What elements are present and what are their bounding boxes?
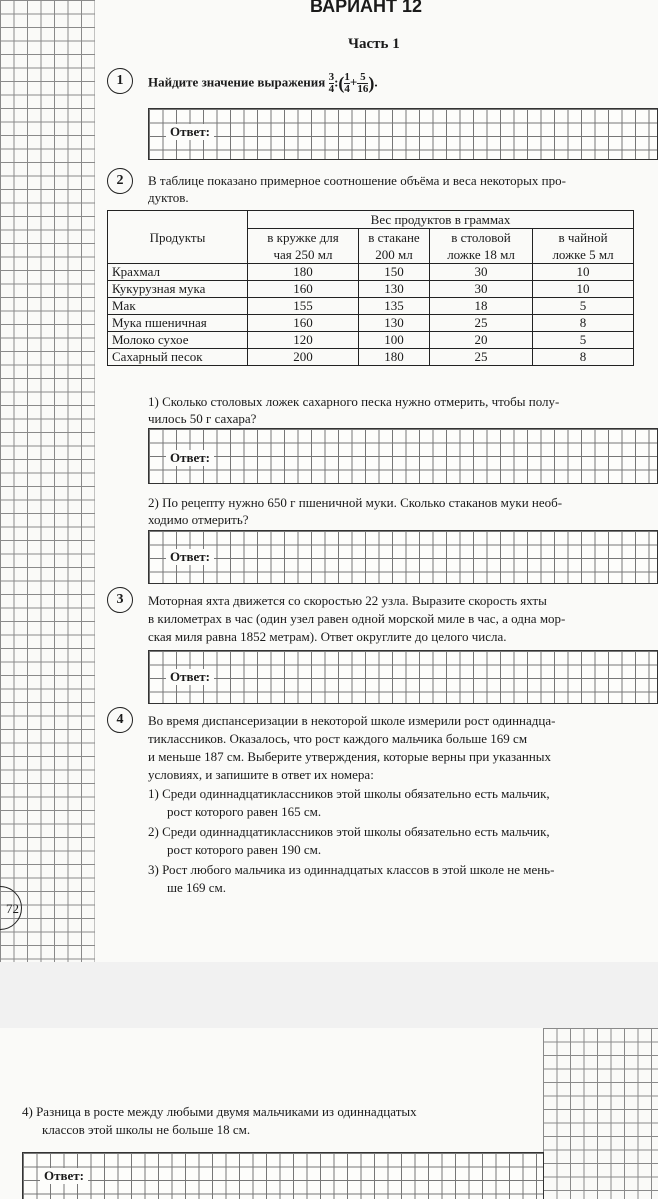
table-row: Мука пшеничная 160 130 25 8 xyxy=(108,315,634,332)
table-header-col-2: в стакане 200 мл xyxy=(359,229,430,264)
table-row: Мак 155 135 18 5 xyxy=(108,298,634,315)
q4-option-4-line-1: 4) Разница в росте между любыми двумя мальчиками из одиннадцатых xyxy=(22,1104,417,1119)
part-title: Часть 1 xyxy=(348,36,400,52)
table-row: Крахмал 180 150 30 10 xyxy=(108,264,634,281)
variant-title: ВАРИАНТ 12 xyxy=(310,0,423,16)
q3-line-2: в километрах в час (один узел равен одной морской миле в час, а одна мор- xyxy=(148,611,566,626)
q4-option-3-line-2: ше 169 см. xyxy=(167,880,227,895)
q4-answer-label: Ответ: xyxy=(40,1168,88,1184)
q2-sub1-answer-label: Ответ: xyxy=(166,450,214,466)
table-header-products: Продукты xyxy=(108,211,248,264)
q4-option-4-line-2: классов этой школы не больше 18 см. xyxy=(42,1122,251,1137)
question-number-2: 2 xyxy=(107,168,133,194)
table-row: Кукурузная мука 160 130 30 10 xyxy=(108,281,634,298)
q4-line-4: условиях, и запишите в ответ их номера: xyxy=(148,767,374,782)
q2-sub2-line-1: 2) По рецепту нужно 650 г пшеничной муки. Сколько стаканов муки необ- xyxy=(148,495,563,510)
table-header-col-3: в столовой ложке 18 мл xyxy=(430,229,533,264)
table-header-col-1: в кружке для чая 250 мл xyxy=(248,229,359,264)
q4-option-2-line-1: 2) Среди одиннадцатиклассников этой школы обязательно есть мальчик, xyxy=(148,824,550,839)
table-header-group: Вес продуктов в граммах xyxy=(248,211,634,229)
q1-answer-grid[interactable] xyxy=(148,108,658,160)
table-row: Молоко сухое 120 100 20 5 xyxy=(108,332,634,349)
table-row: Сахарный песок 200 180 25 8 xyxy=(108,349,634,366)
q1-fraction-c: $\frac{5}{16}$ xyxy=(357,71,369,95)
q4-line-3: и меньше 187 см. Выберите утверждения, которые верны при указанных xyxy=(148,749,552,764)
q2-line-2: дуктов. xyxy=(148,190,189,205)
q4-answer-grid[interactable] xyxy=(22,1152,544,1199)
q1-answer-label: Ответ: xyxy=(166,124,214,140)
question-number-1: 1 xyxy=(107,68,133,94)
margin-grid-right xyxy=(543,1028,658,1199)
q2-line-1: В таблице показано примерное соотношение объёма и веса некоторых про- xyxy=(148,173,566,188)
q2-sub2-answer-label: Ответ: xyxy=(166,549,214,565)
page-2 xyxy=(0,1028,658,1199)
products-table xyxy=(107,210,634,366)
q3-answer-label: Ответ: xyxy=(166,669,214,685)
q2-sub1-line-1: 1) Сколько столовых ложек сахарного песка нужно отмерить, чтобы полу- xyxy=(148,394,560,409)
q2-sub1-line-2: чилось 50 г сахара? xyxy=(148,411,257,426)
q1-fraction-b: $\frac{1}{4}$ xyxy=(344,71,350,95)
q3-line-3: ская миля равна 1852 метрам). Ответ округлите до целого числа. xyxy=(148,629,507,644)
q4-option-2-line-2: рост которого равен 190 см. xyxy=(167,842,322,857)
q4-option-3-line-1: 3) Рост любого мальчика из одиннадцатых классов в этой школе не мень- xyxy=(148,862,555,877)
q1-prompt: Найдите значение выражения xyxy=(148,74,326,90)
question-number-4: 4 xyxy=(107,707,133,733)
margin-grid-left xyxy=(0,0,95,962)
q2-sub1-answer-grid[interactable] xyxy=(148,428,658,484)
q4-option-1-line-1: 1) Среди одиннадцатиклассников этой школы обязательно есть мальчик, xyxy=(148,786,550,801)
q1-text: Найдите значение выражения $\frac{3}{4}$ :( $\frac{1}{4}$ + $\frac{5}{16}$ ). xyxy=(148,71,378,95)
q1-fraction-a: $\frac{3}{4}$ xyxy=(328,71,335,95)
q4-line-2: тиклассников. Оказалось, что рост каждого мальчика больше 169 см xyxy=(148,731,528,746)
table-header-col-4: в чайной ложке 5 мл xyxy=(533,229,634,264)
question-number-3: 3 xyxy=(107,587,133,613)
q4-option-1-line-2: рост которого равен 165 см. xyxy=(167,804,322,819)
q3-answer-grid[interactable] xyxy=(148,650,658,704)
q2-sub2-line-2: ходимо отмерить? xyxy=(148,512,249,527)
page-number: 72 xyxy=(0,886,22,930)
q4-line-1: Во время диспансеризации в некоторой школе измерили рост одиннадца- xyxy=(148,713,556,728)
q3-line-1: Моторная яхта движется со скоростью 22 узла. Выразите скорость яхты xyxy=(148,593,547,608)
q2-sub2-answer-grid[interactable] xyxy=(148,530,658,584)
